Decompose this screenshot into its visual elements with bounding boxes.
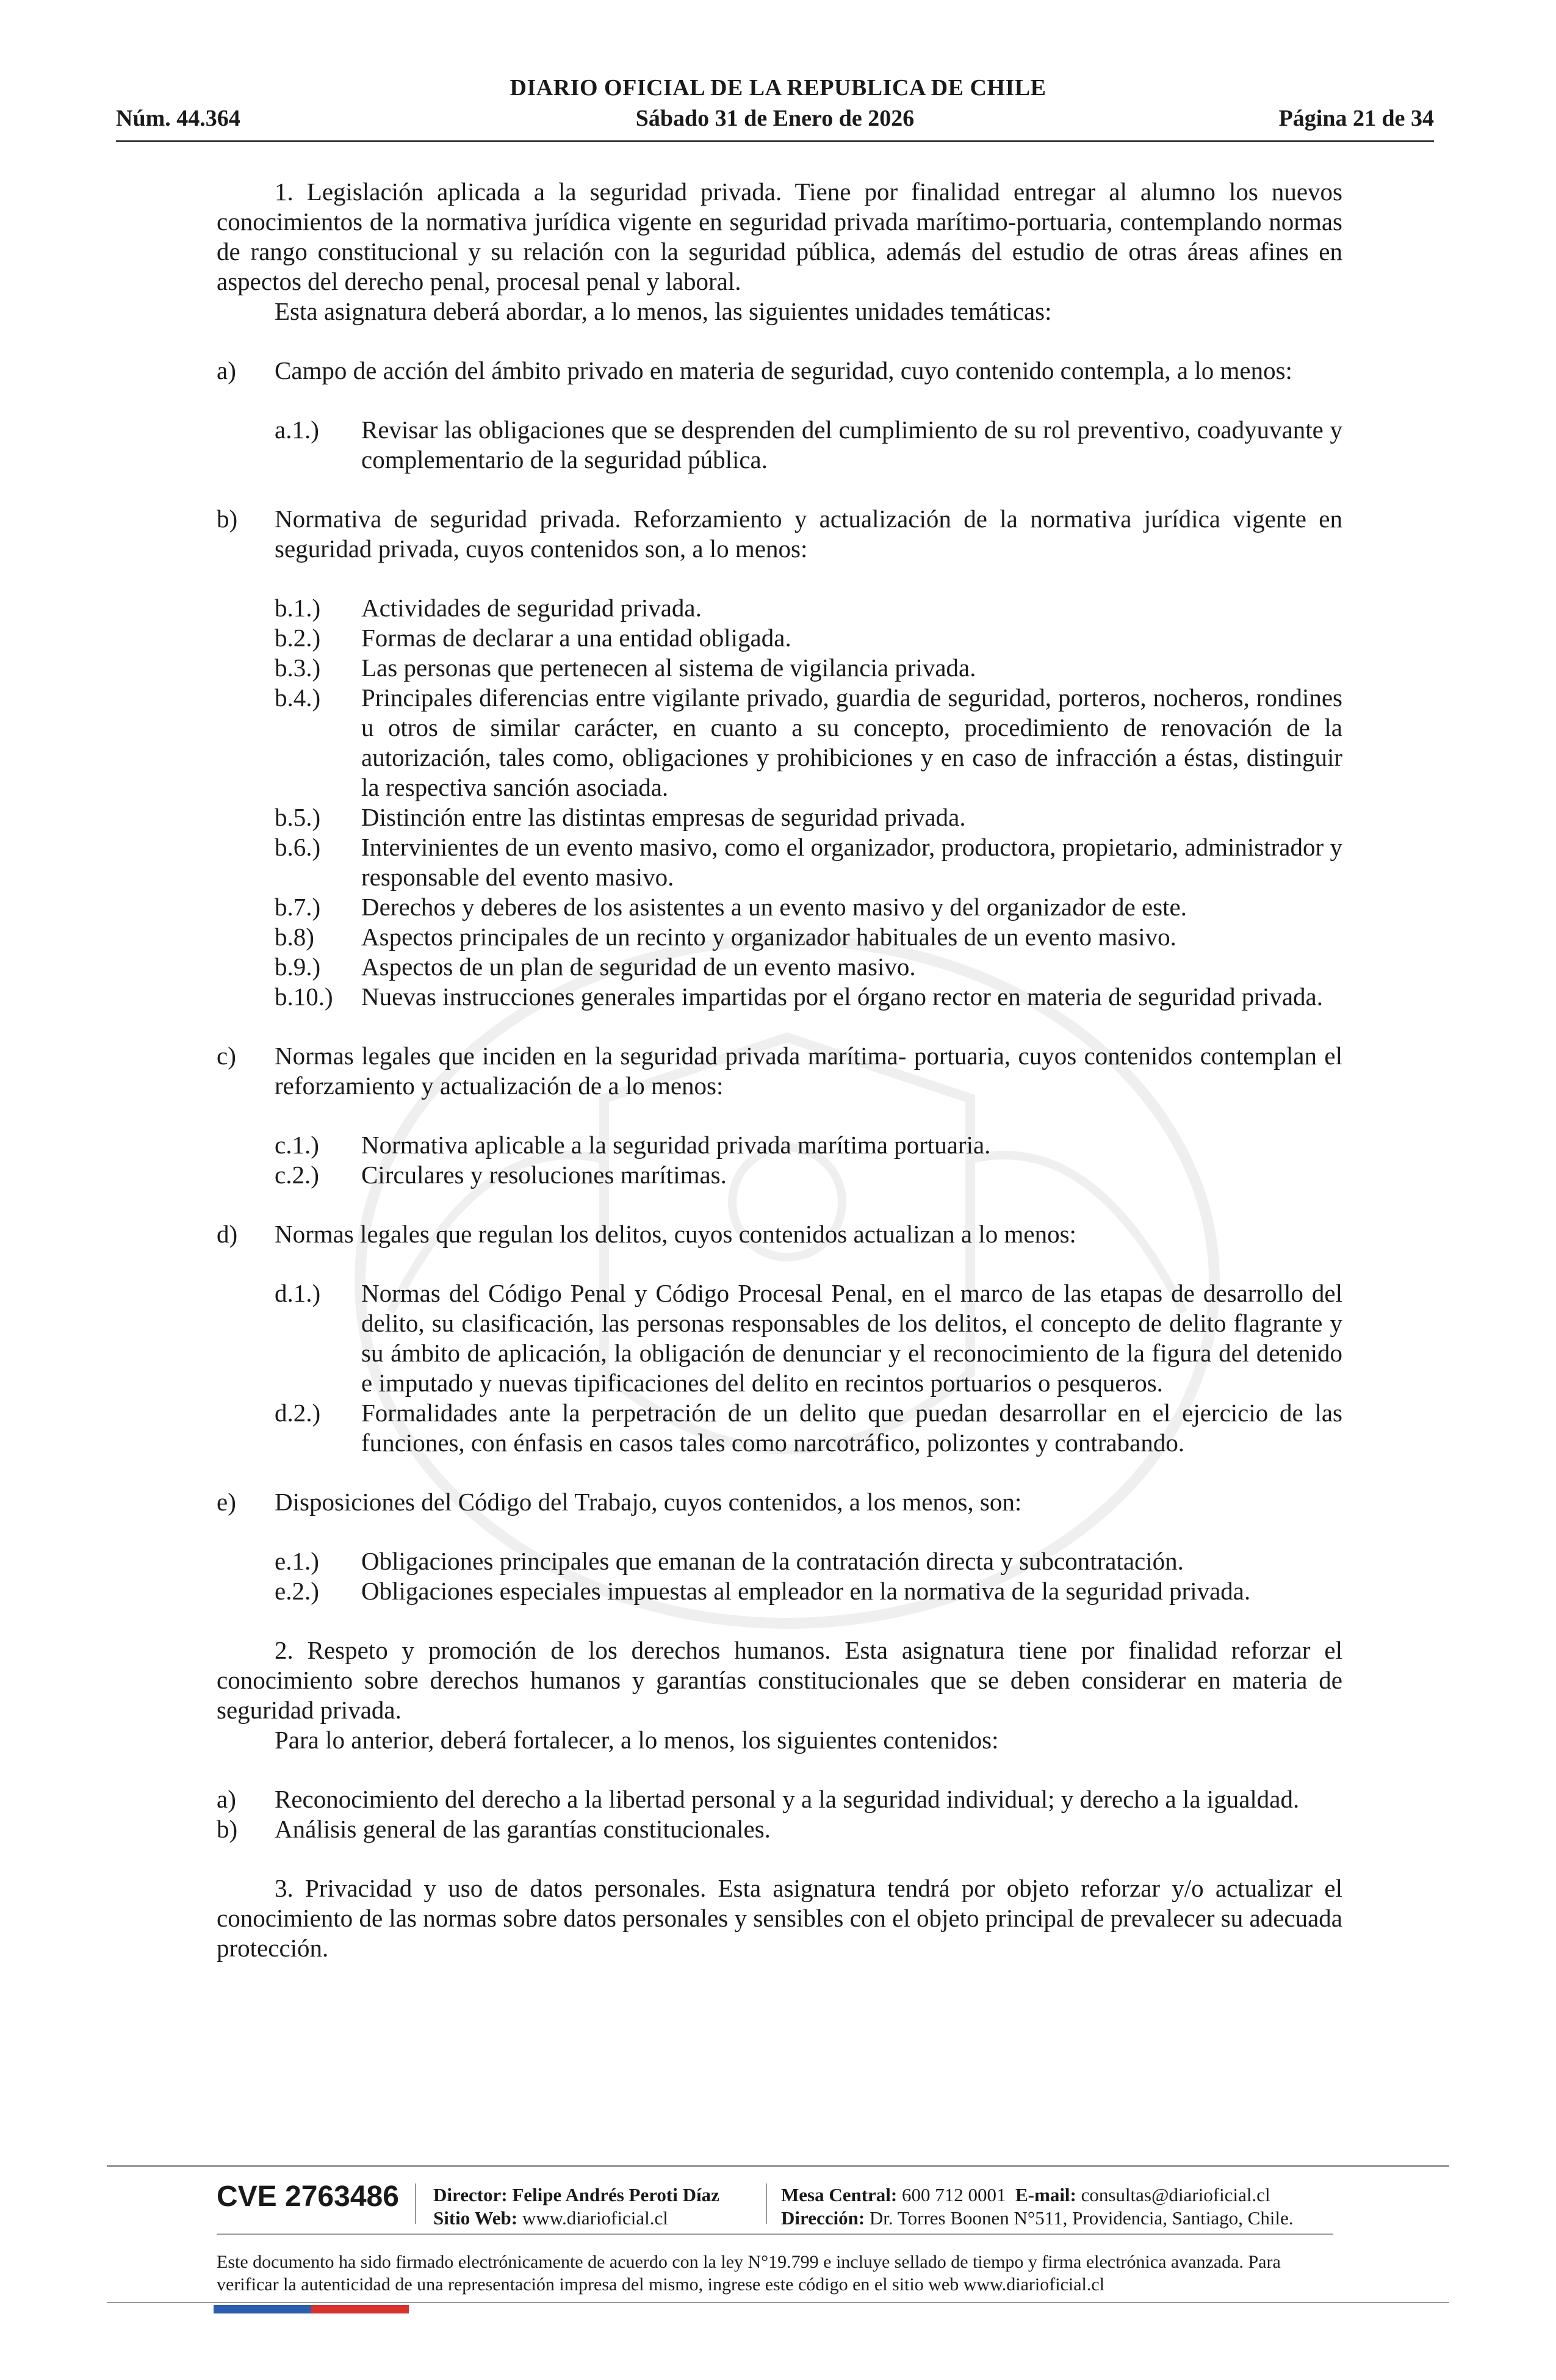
list-label: d) [217,1220,238,1248]
phone-number: 600 712 0001 [902,2184,1006,2205]
list-label: b.4.) [275,683,321,712]
address-label: Dirección: [781,2207,865,2229]
cve-code: CVE 2763486 [217,2180,399,2213]
list-item [217,653,1342,683]
list-text: Aspectos de un plan de seguridad de un evento masivo. [361,953,916,981]
director-label: Director: [433,2184,508,2205]
list-text: Normas legales que regulan los delitos, cuyos contenidos actualizan a lo menos: [275,1220,1076,1248]
list-text: Intervinientes de un evento masivo, como el organizador, productora, propietario, administrador y responsable del evento masivo. [361,833,1342,891]
newspaper-title: DIARIO OFICIAL DE LA REPUBLICA DE CHILE [510,75,1046,101]
paragraph: 2. Respeto y promoción de los derechos humanos. Esta asignatura tiene por finalidad reforzar el conocimiento sobre derechos humanos y garantías constitucionales que se deben considerar en materia de seguridad privada. [217,1636,1342,1724]
list-text: Aspectos principales de un recinto y organizador habituales de un evento masivo. [361,923,1176,951]
list-label: d.1.) [275,1279,321,1307]
flag-stripe-blue [214,2305,311,2313]
list-item [217,952,1342,982]
list-label: e.2.) [275,1577,319,1605]
list-label: c.1.) [275,1131,319,1159]
list-label: c.2.) [275,1161,319,1189]
list-text: Distinción entre las distintas empresas de seguridad privada. [361,803,966,831]
list-label: b) [217,1815,238,1843]
director-name: Felipe Andrés Peroti Díaz [512,2184,719,2205]
mesa-label: Mesa Central: [781,2184,898,2205]
sublist [217,1546,1342,1606]
address: Dr. Torres Boonen N°511, Providencia, Santiago, Chile. [869,2207,1294,2229]
list-item [217,982,1342,1012]
footer-separator [766,2183,767,2224]
list-label: e) [217,1488,236,1516]
list-item [217,1814,1342,1844]
list-label: b.6.) [275,833,321,861]
header-divider [116,140,1434,142]
list-text: Circulares y resoluciones marítimas. [361,1161,727,1189]
list-text: Campo de acción del ámbito privado en materia de seguridad, cuyo contenido contempla, a lo menos: [275,356,1292,384]
footer-contact [781,2183,1294,2230]
issue-number: Núm. 44.364 [116,106,240,131]
list-item [217,356,1342,386]
list-text: Obligaciones especiales impuestas al empleador en la normativa de la seguridad privada. [361,1577,1251,1605]
list-label: b.9.) [275,953,321,981]
footer-divider [107,2165,1449,2167]
list-text: Normas legales que inciden en la seguridad privada marítima- portuaria, cuyos contenidos contemplan el reforzamiento y actualización de a lo menos: [275,1042,1342,1100]
list-label: b.10.) [275,983,333,1011]
list-label: c) [217,1042,236,1070]
list-label: b.1.) [275,594,321,622]
list-label: b.7.) [275,893,321,921]
email-link[interactable]: consultas@diarioficial.cl [1081,2184,1270,2205]
list-item [217,1487,1342,1517]
list-label: b.3.) [275,654,321,682]
issue-date: Sábado 31 de Enero de 2026 [635,106,915,131]
list-text: Disposiciones del Código del Trabajo, cuyos contenidos, a los menos, son: [275,1488,1022,1516]
sublist [217,1278,1342,1458]
footer-director [433,2183,719,2230]
page-number: Página 21 de 34 [1278,106,1434,131]
sublist [217,593,1342,1012]
list [217,1784,1342,1844]
footer-divider [107,2302,1449,2303]
list-label: d.2.) [275,1399,321,1427]
list-item [217,1219,1342,1249]
list-text: Obligaciones principales que emanan de la contratación directa y subcontratación. [361,1547,1184,1575]
list-item [217,832,1342,892]
list-item [217,1160,1342,1190]
list-text: Las personas que pertenecen al sistema de vigilancia privada. [361,654,976,682]
list-text: Principales diferencias entre vigilante privado, guardia de seguridad, porteros, nocheros, rondines u otros de similar carácter, en cuanto a su concepto, procedimiento de renovación de la autorización, tales como, obligaciones y prohibiciones y en caso de infracción a éstas, distinguir la respectiva sanción asociada. [361,683,1342,801]
list-item [217,593,1342,623]
list-text: Actividades de seguridad privada. [361,594,702,622]
list-label: b) [217,505,238,533]
list-item [217,1576,1342,1606]
list-text: Análisis general de las garantías constitucionales. [275,1815,771,1843]
list-label: a) [217,356,236,384]
email-label: E-mail: [1015,2184,1076,2205]
list-text: Nuevas instrucciones generales impartidas por el órgano rector en materia de seguridad privada. [361,983,1323,1011]
list-item [217,922,1342,952]
list-text: Derechos y deberes de los asistentes a un evento masivo y del organizador de este. [361,893,1187,921]
list-label: a) [217,1785,236,1813]
list-item [217,1784,1342,1814]
list-item [217,892,1342,922]
list-label: e.1.) [275,1547,319,1575]
paragraph: 1. Legislación aplicada a la seguridad privada. Tiene por finalidad entregar al alumno los nuevos conocimientos de la normativa jurídica vigente en seguridad privada marítimo-portuaria, contemplando normas de rango constitucional y su relación con la seguridad pública, además del estudio de otras áreas afines en aspectos del derecho penal, procesal penal y laboral. [217,178,1342,295]
list-item [217,802,1342,832]
sublist [217,415,1342,475]
list-text: Formas de declarar a una entidad obligada. [361,624,791,652]
list-text: Reconocimiento del derecho a la libertad personal y a la seguridad individual; y derecho a la igualdad. [275,1785,1300,1813]
sublist [217,1130,1342,1190]
list-label: b.5.) [275,803,321,831]
list-item [217,1278,1342,1398]
list-item [217,415,1342,475]
footer-separator [415,2183,416,2224]
list-label: a.1.) [275,416,319,444]
list-text: Normativa de seguridad privada. Reforzamiento y actualización de la normativa jurídica vigente en seguridad privada, cuyos contenidos son, a lo menos: [275,505,1342,563]
paragraph: Para lo anterior, deberá fortalecer, a lo menos, los siguientes contenidos: [275,1726,999,1754]
flag-stripe-red [311,2305,409,2313]
list-text: Normas del Código Penal y Código Procesal Penal, en el marco de las etapas de desarrollo del delito, su clasificación, las personas responsables de los delitos, el concepto de delito flagrante y su ámbito de aplicación, la obligación de denunciar y el reconocimiento de la figura del detenido e imputado y nuevas tipificaciones del delito en recintos portuarios o pesqueros. [361,1279,1342,1397]
list-item [217,1398,1342,1458]
footer-divider [217,2234,1333,2235]
list-text: Normativa aplicable a la seguridad privada marítima portuaria. [361,1131,991,1159]
web-label: Sitio Web: [433,2207,518,2229]
list-text: Revisar las obligaciones que se desprenden del cumplimiento de su rol preventivo, coadyuvante y complementario de la seguridad pública. [361,416,1342,474]
list-text: Formalidades ante la perpetración de un delito que puedan desarrollar en el ejercicio de las funciones, con énfasis en casos tales como narcotráfico, polizontes y contrabando. [361,1399,1342,1457]
list-item [217,1546,1342,1576]
list-label: b.2.) [275,624,321,652]
list-item [217,504,1342,564]
paragraph: 3. Privacidad y uso de datos personales. Esta asignatura tendrá por objeto reforzar y/o actualizar el conocimiento de las normas sobre datos personales y sensibles con el objeto principal de prevalecer su adecuada protección. [217,1874,1342,1962]
list-item [217,1130,1342,1160]
list-item [217,623,1342,653]
website-link[interactable]: www.diarioficial.cl [522,2207,668,2229]
signature-note: Este documento ha sido firmado electrónicamente de acuerdo con la ley N°19.799 e incluye sellado de tiempo y firma electrónica avanzada. Para verificar la autenticidad de una representación impresa del mismo, ingrese este código en el sitio web www.diarioficial.cl [217,2252,1281,2295]
document-body [217,177,1342,1963]
paragraph: Esta asignatura deberá abordar, a lo menos, las siguientes unidades temáticas: [275,297,1052,325]
header-row [116,105,1434,133]
list-item [217,1041,1342,1101]
list-label: b.8) [275,923,314,951]
list-item [217,683,1342,802]
